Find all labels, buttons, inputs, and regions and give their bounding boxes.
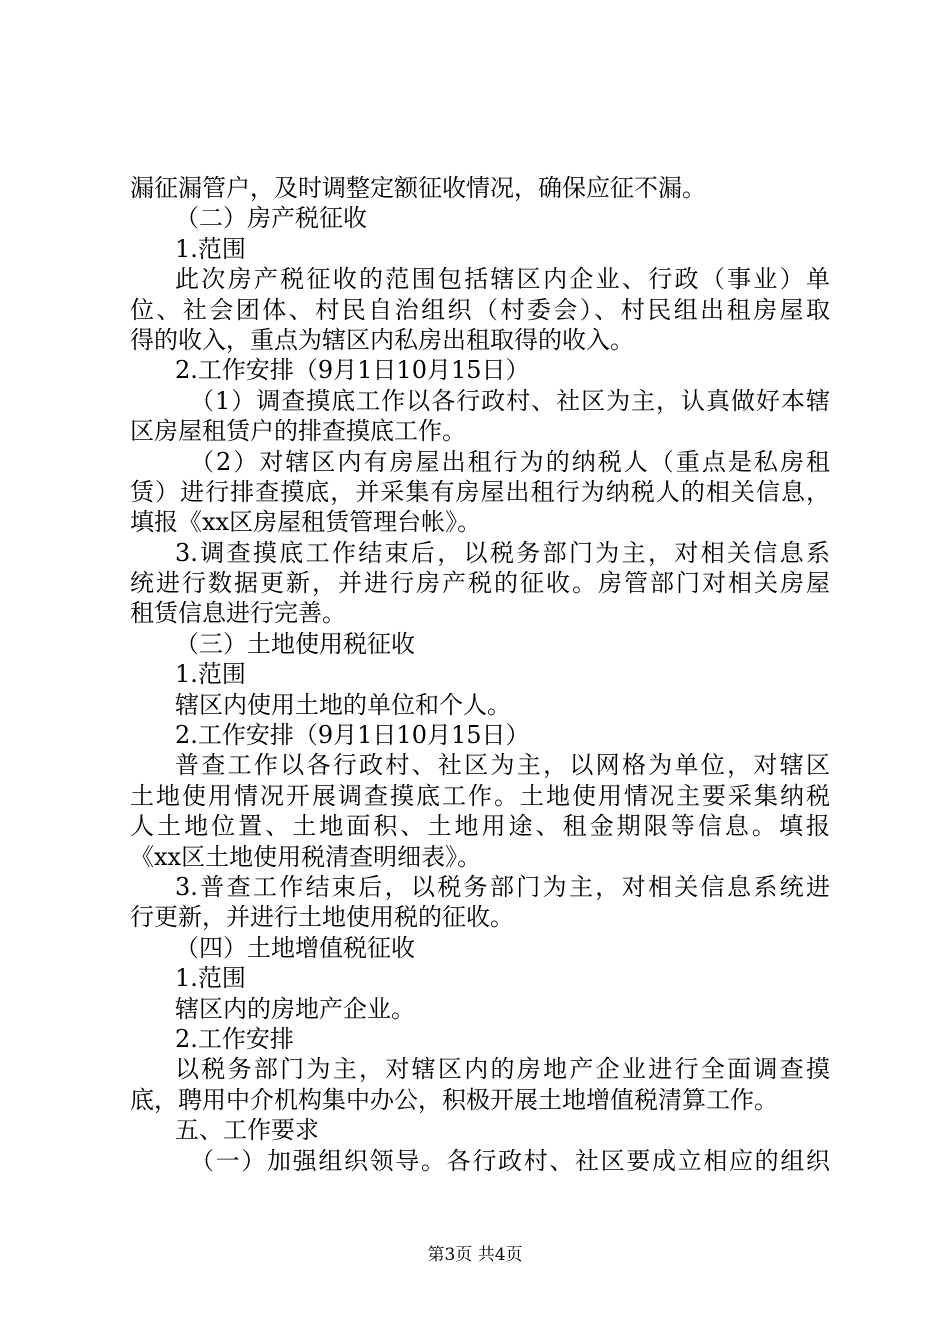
text-line: 普查工作以各行政村、社区为主，以网格为单位，对辖区	[175, 751, 830, 780]
text-line: 以税务部门为主，对辖区内的房地产企业进行全面调查摸	[175, 1055, 830, 1084]
text-line: 1.范围	[175, 964, 246, 993]
text-line: 《xx区土地使用税清查明细表》。	[130, 842, 482, 871]
text-line: 2.工作安排	[175, 1024, 294, 1053]
text-line: 位、社会团体、村民自治组织（村委会）、村民组出租房屋取	[130, 295, 830, 324]
text-line: 漏征漏管户，及时调整定额征收情况，确保应征不漏。	[130, 174, 706, 202]
text-line: （三）土地使用税征收	[175, 629, 415, 658]
text-line: 1.范围	[175, 234, 246, 263]
text-line: 得的收入，重点为辖区内私房出租取得的收入。	[130, 325, 634, 354]
text-line: 赁）进行排查摸底，并采集有房屋出租行为纳税人的相关信息，	[130, 477, 830, 506]
text-line: 辖区内的房地产企业。	[175, 994, 415, 1023]
text-line: 土地使用情况开展调查摸底工作。土地使用情况主要采集纳税	[130, 781, 830, 810]
text-line: 辖区内使用土地的单位和个人。	[175, 690, 511, 719]
document-body	[130, 173, 830, 1176]
text-line: （四）土地增值税征收	[175, 933, 415, 962]
text-line: 3.普查工作结束后，以税务部门为主，对相关信息系统进	[175, 872, 830, 901]
text-line: 五、工作要求	[175, 1116, 319, 1145]
text-line: 2.工作安排（9月1日10月15日）	[175, 721, 530, 750]
text-line: 此次房产税征收的范围包括辖区内企业、行政（事业）单	[175, 265, 830, 294]
text-line: 人土地位置、土地面积、土地用途、租金期限等信息。填报	[130, 812, 830, 841]
text-line: 统进行数据更新，并进行房产税的征收。房管部门对相关房屋	[130, 569, 830, 598]
text-line: 3.调查摸底工作结束后，以税务部门为主，对相关信息系	[175, 538, 830, 567]
text-line: 区房屋租赁户的排查摸底工作。	[130, 417, 466, 446]
text-line: （2）对辖区内有房屋出租行为的纳税人（重点是私房租	[190, 447, 830, 476]
text-line: 2.工作安排（9月1日10月15日）	[175, 356, 530, 385]
text-line: （1）调查摸底工作以各行政村、社区为主，认真做好本辖	[190, 386, 830, 415]
text-line: （二）房产税征收	[175, 204, 367, 233]
text-line: （一）加强组织领导。各行政村、社区要成立相应的组织	[190, 1146, 830, 1175]
page-footer: 第3页 共4页	[427, 1245, 523, 1265]
text-line: 租赁信息进行完善。	[130, 599, 346, 628]
text-line: 填报《xx区房屋租赁管理台帐》。	[130, 508, 482, 537]
text-line: 1.范围	[175, 660, 246, 689]
text-line: 底，聘用中介机构集中办公，积极开展土地增值税清算工作。	[130, 1085, 778, 1114]
text-line: 行更新，并进行土地使用税的征收。	[130, 903, 514, 932]
